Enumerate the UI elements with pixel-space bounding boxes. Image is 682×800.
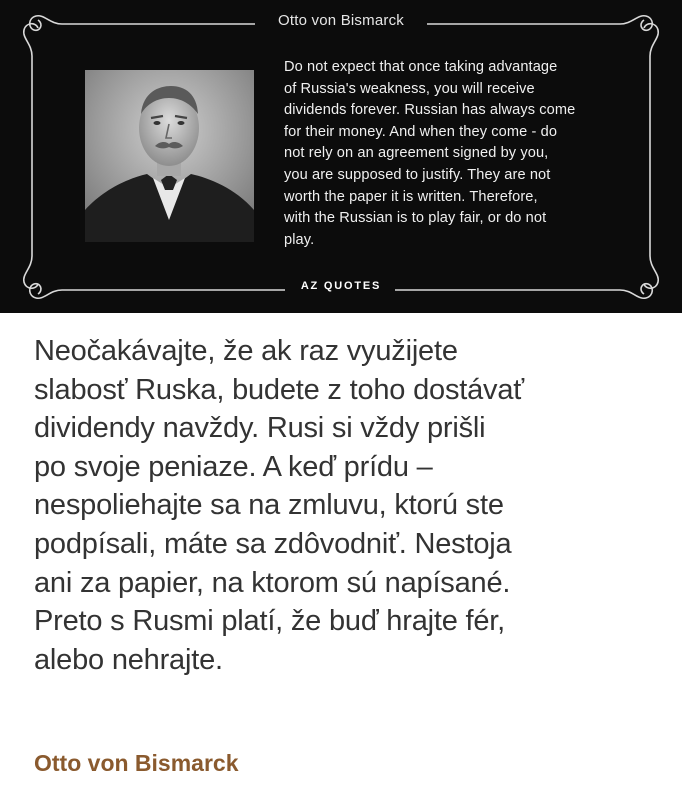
portrait-photo [85,70,254,242]
quote-line: Do not expect that once taking advantage [284,59,558,75]
translation-line: ani za papier, na ktorom sú napísané. [34,566,511,599]
quote-line: for their money. And when they come - do [284,123,558,140]
quote-line: play. [284,231,315,248]
quote-line: of Russia's weakness, you will receive [284,80,535,97]
author-name: Otto von Bismarck [34,750,239,776]
quote-line: not rely on an agreement signed by you, [284,145,549,162]
translation-line: alebo nehrajte. [34,643,223,676]
translation-line: Preto s Rusmi platí, že buď hrajte fér, [34,605,506,638]
quote-line: with the Russian is to play fair, or do not [284,210,547,227]
translation-line: Neočakávajte, že ak raz využijete [34,335,458,367]
quote-text [284,57,624,251]
translation-line: podpísali, máte sa zdôvodniť. Nestoja [34,527,512,560]
translation-line: dividendy navždy. Rusi si vždy prišli [34,412,486,445]
translation-line: slabosť Ruska, budete z toho dostávať [34,373,524,406]
quote-line: you are supposed to justify. They are not [284,166,551,183]
translation-line: nespoliehajte sa na zmluvu, ktorú ste [34,489,504,522]
translation-line: po svoje peniaze. A keď prídu – [34,450,433,483]
az-quotes-logo: AZ QUOTES [300,280,382,292]
card-title: Otto von Bismarck [278,12,404,29]
quote-line: dividends forever. Russian has always come [284,102,576,119]
translation-text [34,332,664,679]
quote-image-card[interactable] [0,0,682,313]
quote-line: worth the paper it is written. Therefore, [284,188,538,205]
